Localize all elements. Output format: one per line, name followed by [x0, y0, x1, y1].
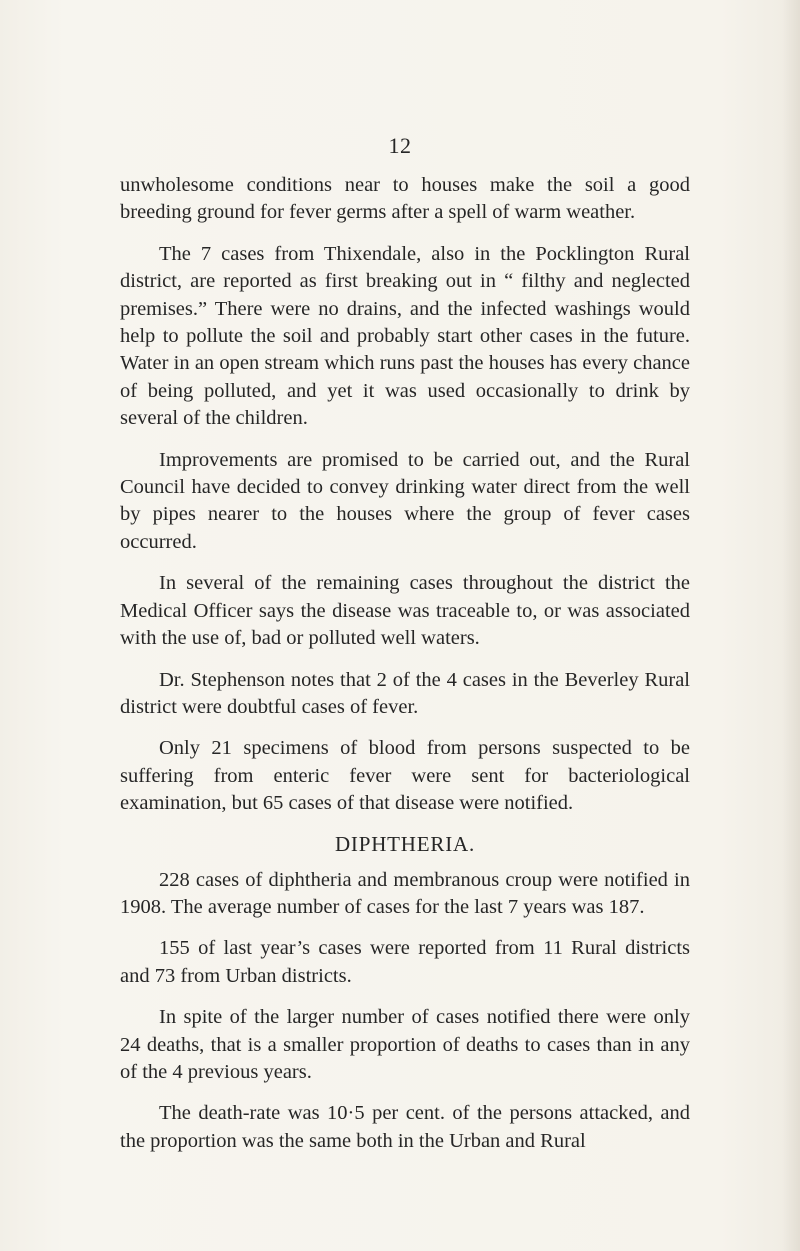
paragraph-deaths: In spite of the larger number of cases notified there were only 24 deaths, that is a smaller proportion of deaths to cases than in any of the 4 previous years. — [120, 1006, 690, 1083]
section-heading-diphtheria: DIPHTHERIA. — [334, 831, 476, 856]
paragraph-thixendale: The 7 cases from Thixendale, also in the Pocklington Rural district, are reported as first breaking out in “ filthy and neglected premises.” There were no drains, and the infected washings would help to pollute the soil and probably start other cases in the future. Water in an open stream which runs past the houses has every chance of being polluted, and yet it was used occasionally to drink by several of the children. — [120, 242, 690, 430]
paragraph-death-rate: The death-rate was 10·5 per cent. of the persons attacked, and the proportion was the same both in the Urban and Rural — [120, 1102, 690, 1152]
paragraph-rural-urban-cases: 155 of last year’s cases were reported from 11 Rural districts and 73 from Urban districts. — [120, 937, 690, 987]
paragraph-stephenson: Dr. Stephenson notes that 2 of the 4 cases in the Beverley Rural district were doubtful cases of fever. — [120, 668, 690, 718]
paragraph-diphtheria-cases: 228 cases of diphtheria and membranous croup were notified in 1908. The average number of cases for the last 7 years was 187. — [120, 868, 690, 918]
paragraph-improvements: Improvements are promised to be carried out, and the Rural Council have decided to convey drinking water direct from the well by pipes nearer to the houses where the group of fever cases occurred. — [120, 448, 690, 553]
page-body — [120, 172, 690, 1169]
page-number: 12 — [388, 133, 412, 158]
paragraph-remaining-cases: In several of the remaining cases throughout the district the Medical Officer says the disease was traceable to, or was associated with the use of, bad or polluted well waters. — [120, 572, 690, 650]
paragraph-blood-specimens: Only 21 specimens of blood from persons suspected to be suffering from enteric fever were sent for bacteriological examination, but 65 cases of that disease were notified. — [120, 737, 690, 815]
page-edge-shadow — [782, 0, 800, 1251]
paragraph-continuation: unwholesome conditions near to houses make the soil a good breeding ground for fever germs after a spell of warm weather. — [120, 174, 690, 224]
